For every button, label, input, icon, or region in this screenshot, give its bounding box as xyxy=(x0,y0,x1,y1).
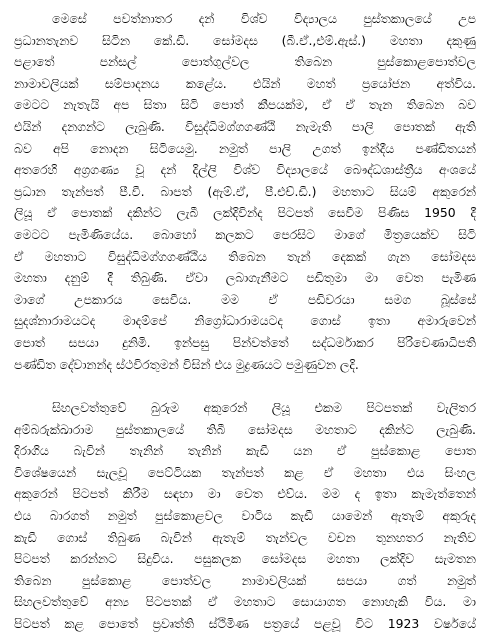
word: තැනින් xyxy=(129,443,164,459)
word: මා xyxy=(207,486,221,502)
word: ගත් xyxy=(397,572,417,588)
word: පන්සල් xyxy=(99,54,137,70)
word: අන්‍ය xyxy=(105,594,129,610)
word: විද්‍යාලයේ xyxy=(276,162,328,178)
word: මා xyxy=(462,594,476,610)
word: පිටපත් xyxy=(277,205,314,221)
word: පළාතේ xyxy=(14,54,55,70)
word: දන් xyxy=(198,11,215,26)
word: දන් xyxy=(160,162,177,178)
word: තැන්වල xyxy=(265,529,308,545)
word: සිටි xyxy=(180,97,199,113)
text-line xyxy=(14,202,476,224)
text-line xyxy=(14,246,476,268)
word: පුස්කොළවල xyxy=(155,508,223,524)
word: පොතක් xyxy=(71,205,113,221)
word: ඇතැම් xyxy=(212,529,246,545)
word: සිහලවත්‍තුවේ xyxy=(14,594,89,610)
word: පුස්තකාලයේ xyxy=(115,421,185,437)
word: අකුරෙන් xyxy=(203,400,248,416)
word: අකුරෙන් xyxy=(432,183,476,199)
word: සම්පාදනය xyxy=(104,75,160,91)
word: තිබෙන xyxy=(228,248,266,264)
word: වෙත xyxy=(235,486,263,502)
word: කැඩී xyxy=(290,508,314,524)
word: බැවින් xyxy=(73,443,105,459)
word: එයින් xyxy=(14,118,42,134)
word: ගොස් xyxy=(310,313,341,329)
text-line xyxy=(14,267,476,289)
text-line: පණ්ඩිත දේවානන්ද ස්ථවිරතුමන් විසින් එය මුද්‍රණයට පමුණුවන ලදි. xyxy=(14,356,359,372)
word: සිංහල xyxy=(444,464,476,480)
word: අකුරුද xyxy=(442,508,476,524)
word: වූ xyxy=(135,162,145,178)
word: මහතාට xyxy=(44,248,87,264)
word: පෙට්ටියක xyxy=(147,464,202,480)
word: නැතැයි xyxy=(63,97,100,113)
text-line xyxy=(14,289,476,311)
word: මාදම්පේ xyxy=(122,313,167,329)
word: වෙත xyxy=(395,270,424,286)
word: ඒවා xyxy=(185,270,208,286)
word: ඒ xyxy=(324,464,334,480)
word: මහතා xyxy=(389,32,423,48)
word: තුනහතර xyxy=(375,529,424,545)
word: බව xyxy=(458,97,476,113)
word: බෞද්ධශාස්ත්‍රීය xyxy=(344,162,423,178)
word: අත්විය. xyxy=(436,75,476,91)
word: සපයා xyxy=(336,572,367,588)
word: පාලි xyxy=(351,118,374,134)
word: විශ්ව xyxy=(233,162,260,178)
word: ඉන්දීය xyxy=(361,140,395,156)
word: අංශයේ xyxy=(438,162,476,178)
word: තැන් xyxy=(287,248,311,264)
word: පෙරසිට xyxy=(272,226,316,242)
word: ස්ථිමිණ xyxy=(208,616,249,632)
word: මහතාට xyxy=(315,421,357,437)
word: පොතක් xyxy=(393,118,435,134)
word: සෝමදස xyxy=(213,32,258,48)
word: සිටින xyxy=(102,32,130,48)
word: තිබෙන xyxy=(14,572,52,588)
word: අග්‍රගණ්‍ය xyxy=(73,162,120,178)
word: ඒ xyxy=(337,443,347,459)
word: මහතාට xyxy=(233,594,276,610)
word: වැලිතර xyxy=(436,400,476,416)
word: උප xyxy=(458,11,476,26)
word: මාගේ xyxy=(334,226,365,242)
word: 1950 xyxy=(424,205,456,221)
word: සියම් xyxy=(389,183,417,199)
word: අමාරුවෙන් xyxy=(417,313,476,329)
word: ගොස් xyxy=(56,529,88,545)
word: සපයා xyxy=(68,334,99,350)
word: බාපත් xyxy=(160,183,192,199)
word: පුස්තකාලයේ xyxy=(363,11,432,26)
text-line xyxy=(14,591,476,613)
word: පී.වී. xyxy=(119,183,145,199)
word: සෙවීය. xyxy=(152,291,192,307)
word: කැඩී xyxy=(246,443,269,459)
word: සැලවූ xyxy=(96,464,128,480)
word: ලියූ xyxy=(271,400,291,416)
text-line xyxy=(14,570,476,592)
text-line xyxy=(14,138,476,160)
word: ලියූ xyxy=(14,205,33,221)
word: කළේය. xyxy=(185,75,227,91)
word: දෙකක් xyxy=(331,248,367,264)
word: ඉතා xyxy=(368,313,391,329)
word: පවත්නාතර xyxy=(113,11,173,26)
text-line xyxy=(14,94,476,116)
word: තිබෙන xyxy=(294,54,333,70)
word: සිටි xyxy=(458,226,476,242)
word: පසුකලක xyxy=(194,551,241,567)
word: සුදශ්නාරාමයටද xyxy=(14,313,96,329)
word: කළ xyxy=(64,616,84,632)
word: මහතා xyxy=(353,464,387,480)
word: ඒ xyxy=(208,594,218,610)
word: අම්බරුක්ඛාරාම xyxy=(14,421,94,437)
word: දකින්ට xyxy=(379,421,414,437)
word: මම xyxy=(221,291,239,307)
word: ලබාගැනීමට xyxy=(225,270,289,286)
word: පුස්කොළ xyxy=(81,572,132,588)
text-line xyxy=(14,548,476,570)
word: නමුත් xyxy=(446,572,476,588)
word: බොහෝ xyxy=(152,226,197,242)
word: පඩිවරයා xyxy=(307,291,355,307)
word: යාමෙන් xyxy=(331,508,373,524)
paragraph-2 xyxy=(14,397,476,635)
word: උපකාරය xyxy=(74,291,123,307)
word: පොත් xyxy=(14,334,45,350)
word: එකම xyxy=(314,400,342,416)
word: බැවින් xyxy=(160,529,192,545)
word: 1923 xyxy=(387,616,420,632)
word: තැන්පත් xyxy=(221,464,264,480)
word: පැමිණියේය. xyxy=(68,226,134,242)
word: සෝමදස xyxy=(261,551,307,567)
word: දී xyxy=(107,270,113,286)
word: බුරුම xyxy=(150,400,180,416)
word: පැමිණ xyxy=(441,270,476,286)
paragraph-1 xyxy=(14,8,476,375)
word: කැඩී xyxy=(14,529,37,545)
word: එව්ය. xyxy=(277,486,308,502)
word: මා xyxy=(364,270,378,286)
word: අකුරෙන් xyxy=(14,486,58,502)
word: වර්ෂයේ xyxy=(433,616,476,632)
word: බාරගත් xyxy=(49,508,90,524)
text-line xyxy=(14,613,476,635)
word: පිටපත් xyxy=(14,616,50,632)
word: සිදුවිය. xyxy=(137,551,174,567)
word: දකුණු xyxy=(446,32,476,48)
word: තැනින් xyxy=(187,443,222,459)
word: පඩිතුමා xyxy=(306,270,347,286)
word: පොත්වල xyxy=(161,572,212,588)
word: දිරාගිය xyxy=(14,443,49,459)
word: දකින්ට xyxy=(127,205,162,221)
word: විට xyxy=(355,616,374,632)
word: ලක්දිවින්ද xyxy=(213,205,263,221)
text-line xyxy=(14,310,476,332)
word: බව xyxy=(14,140,32,156)
document-page xyxy=(14,8,476,635)
word: ඒ xyxy=(14,248,24,264)
word: දී xyxy=(470,205,476,221)
word: නමුත් xyxy=(218,140,248,156)
word: කැමැත්තෙන් xyxy=(411,486,476,502)
word: සමග xyxy=(384,291,412,307)
word: නැමැති xyxy=(295,118,332,134)
word: පණ්ඩිතයන් xyxy=(415,140,476,156)
word: විශේෂයෙන් xyxy=(14,464,77,480)
word: නාමාවලියක් xyxy=(241,572,307,588)
word: පිරිවෙණාධිපති xyxy=(397,334,476,350)
text-line xyxy=(14,462,476,484)
word: සද්ධර්මාකර xyxy=(312,334,374,350)
word: ඇති xyxy=(455,118,476,134)
word: ඒ xyxy=(47,205,57,221)
word: පොත xyxy=(444,443,476,459)
text-line xyxy=(14,527,476,549)
word: ගැන xyxy=(387,248,410,264)
word: ප්‍රධාන xyxy=(14,183,46,199)
word: අප xyxy=(113,97,130,113)
word: ප්‍රයෝජන xyxy=(361,75,411,91)
word: මාගේ xyxy=(14,291,45,307)
word: මෙසේ xyxy=(52,11,87,26)
word: උගත් xyxy=(312,140,341,156)
word: කරන්නට xyxy=(70,551,117,567)
word: තැන xyxy=(368,97,393,113)
word: ද xyxy=(354,486,361,502)
text-line xyxy=(14,397,476,419)
word: විය. xyxy=(424,594,447,610)
word: පොත්ගුල්වල xyxy=(181,54,250,70)
word: සිටියෙමු. xyxy=(149,140,198,156)
word: ලැබී xyxy=(176,205,199,221)
word: සිහලවත්‍තුවේ xyxy=(52,400,127,416)
text-line xyxy=(14,181,476,203)
text-line xyxy=(14,8,476,30)
text-line xyxy=(14,419,476,441)
text-line xyxy=(14,30,476,52)
word: ප්‍රවෘත්ති xyxy=(152,616,195,632)
word: පිටපත් xyxy=(72,486,109,502)
text-line xyxy=(14,440,476,462)
word: නැතිව xyxy=(443,529,476,545)
word: දනුම් xyxy=(64,270,90,286)
word: සෙවීම xyxy=(328,205,364,221)
word: බූස්සේ xyxy=(440,291,476,307)
word: කලකට xyxy=(215,226,254,242)
word: මෙටට xyxy=(14,97,50,113)
text-line xyxy=(14,73,476,95)
word: සෝමදස xyxy=(431,248,476,264)
word: (ඇම්.ඒ, xyxy=(207,183,250,199)
word: තිබී xyxy=(206,421,226,437)
word: කීපයක්ම, xyxy=(257,97,309,113)
word: අතරෙහි xyxy=(14,162,58,178)
word: කේ.ඩී. xyxy=(153,32,190,48)
word: එය xyxy=(406,464,425,480)
word: මහත් xyxy=(306,75,336,91)
word: අපි xyxy=(53,140,70,156)
text-line xyxy=(14,224,476,246)
word: ප්‍රධානතැනව xyxy=(14,32,79,48)
text-line xyxy=(14,51,476,73)
text-line xyxy=(14,505,476,527)
word: පොත් xyxy=(212,97,244,113)
word: තිබුණි. xyxy=(130,270,168,286)
word: මහතා xyxy=(326,551,360,567)
word: පින්වත්තේ xyxy=(232,334,289,350)
word: දනගන්ට xyxy=(61,118,105,134)
word: එයින් xyxy=(253,75,281,91)
word: සෝමදස xyxy=(247,421,293,437)
word: තැන්පත් xyxy=(61,183,104,199)
word: පත්‍රයේ xyxy=(263,616,300,632)
word: පිටපතක් xyxy=(366,400,413,416)
word: ඉතා xyxy=(374,486,397,502)
word: එය xyxy=(14,508,32,524)
word: යන xyxy=(293,443,313,459)
word: දිල්ලි xyxy=(192,162,217,178)
word: පිණිස xyxy=(378,205,410,221)
word: මිත්‍රයෙක්ව xyxy=(383,226,439,242)
word: සොයාගත xyxy=(292,594,346,610)
word: ලක්දිව xyxy=(380,551,415,567)
word: සඳහා xyxy=(163,486,193,502)
word: නමුත් xyxy=(107,508,137,524)
word: නොහැකි xyxy=(362,594,408,610)
text-line xyxy=(14,483,476,505)
word: තිබුණ xyxy=(107,529,141,545)
word: ලැබුණි. xyxy=(125,118,165,134)
word: (බී.ඒ.,එම්.ඇස්.) xyxy=(281,32,367,48)
word: සැමතන xyxy=(434,551,476,567)
word: මෙටට xyxy=(14,226,50,242)
word: පී.එච්.ඩී.) xyxy=(264,183,317,199)
word: සිතා xyxy=(143,97,167,113)
word: පිටපත් xyxy=(14,551,50,567)
word: ලැබුණි. xyxy=(436,421,476,437)
word: ඒ xyxy=(268,291,278,307)
word: මම xyxy=(322,486,340,502)
word: ඒ xyxy=(345,97,355,113)
word: ඇතැම් xyxy=(390,508,424,524)
word: ඉන්පසු xyxy=(174,334,210,350)
word: විද්‍යාලය xyxy=(293,11,337,26)
paragraph-gap xyxy=(14,375,476,397)
word: පළවූ xyxy=(313,616,341,632)
word: පාලි xyxy=(269,140,292,156)
word: පොතේ xyxy=(98,616,138,632)
word: මහතාට xyxy=(332,183,374,199)
text-line xyxy=(14,332,476,354)
word: වාටිය xyxy=(241,508,273,524)
word: නාමාවලියක් xyxy=(14,75,79,91)
word: පිටපතක් xyxy=(145,594,192,610)
word: කිරීම xyxy=(122,486,150,502)
word: නොදන xyxy=(90,140,129,156)
text-line xyxy=(14,159,476,181)
word: නිග්‍රෝධාරාමයටද xyxy=(194,313,283,329)
word: පුස්කොළපොත්වල xyxy=(377,54,476,70)
word: විසුද්ධිමග්ගගණ්ඨිය xyxy=(107,248,207,264)
text-line xyxy=(14,116,476,138)
word: විශ්ව xyxy=(240,11,268,26)
word: පුස්කොළ xyxy=(370,443,421,459)
word: මහතා xyxy=(14,270,47,286)
word: කළ xyxy=(284,464,304,480)
word: තිබෙන xyxy=(406,97,445,113)
word: වචන xyxy=(327,529,356,545)
word: විසුද්ධිමග්ගගණ්ඨි xyxy=(185,118,276,134)
word: දුනිමි. xyxy=(122,334,151,350)
word: ඒ xyxy=(322,97,332,113)
